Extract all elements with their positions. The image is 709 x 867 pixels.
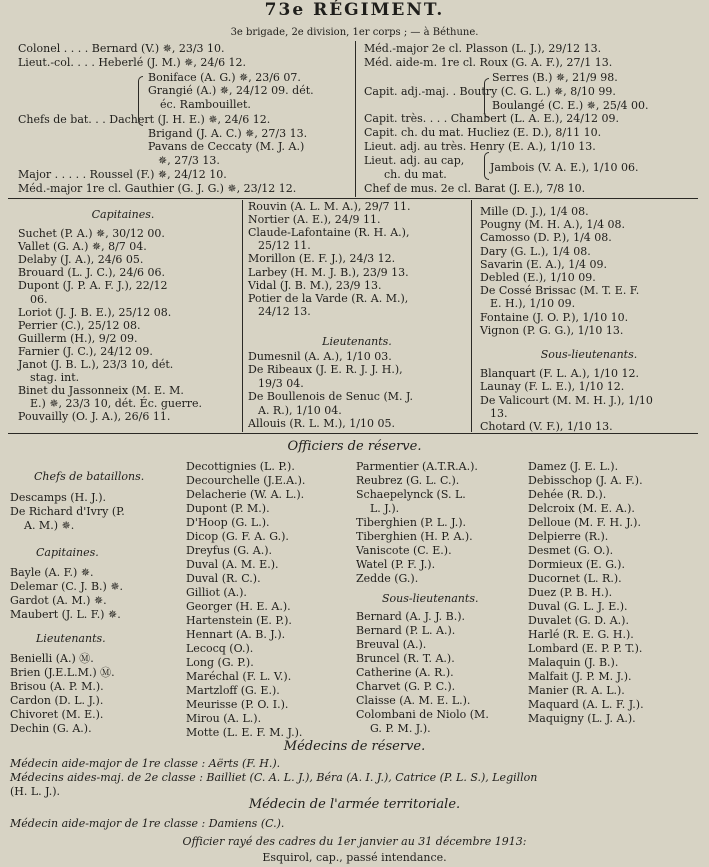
list-item: Maréchal (F. L. V.). — [186, 670, 292, 683]
list-item: Damez (J. E. L.). — [528, 460, 619, 473]
list-item: Guillerm (H.), 9/2 09. — [18, 331, 138, 345]
list-item: Delloue (M. F. H. J.). — [528, 516, 641, 529]
list-item: Duval (R. C.). — [186, 572, 261, 585]
reserve-capitaines-label: Capitaines. — [36, 546, 99, 559]
list-item: Launay (F. L. E.), 1/10 12. — [480, 380, 625, 394]
list-item: Georger (H. E. A.). — [186, 600, 291, 613]
list-item: Schaepelynck (S. L. — [356, 488, 466, 501]
list-item: Ducornet (L. R.). — [528, 572, 622, 585]
section-capitaines: Capitaines. — [91, 208, 155, 221]
list-item: Malfait (J. P. M. J.). — [528, 670, 632, 683]
list-item: Delcroix (M. E. A.). — [528, 502, 635, 515]
section-lieutenants: Lieutenants. — [322, 335, 392, 348]
list-item: G. P. M. J.). — [370, 722, 431, 735]
list-item: Mirou (A. L.). — [186, 712, 262, 725]
list-item: Serres (B.) ✵, 21/9 98. — [492, 71, 618, 84]
reserve-sous-lieutenants-label: Sous-lieutenants. — [382, 592, 479, 605]
section-medecin-territoriale: Médecin de l'armée territoriale. — [248, 797, 461, 812]
list-item: Capit. adj.-maj. . Boutry (C. G. L.) ✵, 8/10 99. — [364, 85, 616, 98]
list-item: Méd. aide-m. 1re cl. Roux (G. A. F.), 27/1 13. — [364, 56, 613, 69]
list-item: Parmentier (A.T.R.A.). — [356, 460, 478, 473]
list-item: Jambois (V. A. E.), 1/10 06. — [490, 161, 639, 174]
list-item: Dehée (R. D.). — [528, 488, 607, 501]
list-item: Chotard (V. F.), 1/10 13. — [480, 420, 613, 434]
list-item: éc. Rambouillet. — [160, 98, 251, 111]
list-item: Descamps (H. J.). — [10, 491, 107, 504]
list-item: Breuval (A.). — [356, 638, 427, 651]
list-item: Duez (P. B. H.). — [528, 586, 613, 599]
list-item: Morillon (E. F. J.), 24/3 12. — [248, 252, 396, 266]
list-item: Suchet (P. A.) ✵, 30/12 00. — [18, 227, 165, 240]
list-item: Vallet (G. A.) ✵, 8/7 04. — [18, 240, 147, 254]
list-item: Maquard (A. L. F. J.). — [528, 698, 644, 711]
list-item: Delpierre (R.). — [528, 530, 609, 543]
reserve-chefs-label: Chefs de bataillons. — [34, 470, 145, 483]
list-item: De Cossé Brissac (M. T. E. F. — [480, 284, 640, 298]
list-item: Larbey (H. M. J. B.), 23/9 13. — [248, 265, 409, 279]
list-item: Malaquin (J. B.). — [528, 656, 619, 669]
list-item: Tiberghien (H. P. A.). — [356, 530, 473, 543]
list-item: Brisou (A. P. M.). — [10, 680, 104, 693]
divider — [8, 433, 698, 434]
list-item: Delaby (J. A.), 24/6 05. — [18, 253, 144, 267]
list-item: Lombard (E. P. P. T.). — [528, 642, 643, 655]
list-item: Camosso (D. P.), 1/4 08. — [480, 231, 612, 245]
list-item: Chivoret (M. E.). — [10, 708, 104, 721]
list-item: Capit. très. . . . Chambert (L. A. E.), 24/12 09. — [364, 112, 619, 125]
list-item: Mille (D. J.), 1/4 08. — [480, 205, 589, 218]
medecins-aides-majors-2: Médecins aides-maj. de 2e classe : Bailliet (C. A. L. J.), Béra (A. I. J.), Catrice (P. L. S.), Legillon — [10, 771, 538, 784]
list-item: Savarin (E. A.), 1/4 09. — [480, 257, 607, 271]
list-item: Vignon (P. G. G.), 1/10 13. — [480, 323, 624, 337]
list-item: De Ribeaux (J. E. R. J. J. H.), — [248, 363, 403, 377]
list-item: E.) ✵, 23/3 10, dét. Éc. guerre. — [30, 397, 203, 411]
list-item: Binet du Jassonneix (M. E. M. — [18, 384, 184, 398]
list-item: Bernard (P. L. A.). — [356, 624, 456, 637]
list-item: Duval (A. M. E.). — [186, 558, 279, 571]
list-item: Méd.-major 2e cl. Plasson (L. J.), 29/12 13. — [364, 42, 602, 55]
section-officiers-reserve: Officiers de réserve. — [287, 439, 422, 454]
list-item: D'Hoop (G. L.). — [186, 516, 270, 529]
list-item: 06. — [30, 292, 48, 306]
list-item: Bernard (A. J. J. B.). — [356, 610, 465, 623]
list-item: Decottignies (L. P.). — [186, 460, 295, 473]
list-item: Brien (J.E.L.M.) Ⓜ. — [10, 666, 115, 679]
list-item: Chefs de bat. . . Dachert (J. H. E.) ✵, 24/6 12. — [18, 113, 271, 126]
list-item: E. H.), 1/10 09. — [490, 297, 576, 311]
medecins-aides-majors-2-continued: (H. L. J.). — [10, 785, 61, 798]
list-item: Fontaine (J. O. P.), 1/10 10. — [480, 310, 629, 324]
list-item: Delemar (C. J. B.) ✵. — [10, 580, 124, 593]
list-item: Colombani de Niolo (M. — [356, 708, 489, 721]
list-item: Loriot (J. J. B. E.), 25/12 08. — [18, 305, 172, 319]
list-item: Gilliot (A.). — [186, 586, 247, 599]
list-item: Duval (G. L. J. E.). — [528, 600, 628, 613]
list-item: Catherine (A. R.). — [356, 666, 454, 679]
medecin-territoriale: Médecin aide-major de 1re classe : Damiens (C.). — [10, 817, 285, 830]
list-item: Charvet (G. P. C.). — [356, 680, 456, 693]
list-item: Debled (E.), 1/10 09. — [480, 271, 596, 284]
list-item: Dreyfus (G. A.). — [186, 544, 273, 557]
list-item: Janot (J. B. L.), 23/3 10, dét. — [18, 358, 174, 371]
list-item: Pougny (M. H. A.), 1/4 08. — [480, 218, 626, 232]
list-item: Colonel . . . . Bernard (V.) ✵, 23/3 10. — [18, 42, 225, 55]
list-item: Blanquart (F. L. A.), 1/10 12. — [480, 367, 640, 380]
list-item: Martzloff (G. E.). — [186, 684, 280, 697]
list-item: Debisschop (J. A. F.). — [528, 474, 643, 487]
page-title: 73e RÉGIMENT. — [264, 0, 445, 20]
brace — [484, 78, 489, 118]
list-item: Boniface (A. G.) ✵, 23/6 07. — [148, 71, 301, 84]
brace — [138, 76, 143, 126]
list-item: Decourchelle (J.E.A.). — [186, 474, 306, 487]
list-item: Capit. ch. du mat. Hucliez (E. D.), 8/11 10. — [364, 126, 602, 139]
list-item: Bruncel (R. T. A.). — [356, 652, 455, 665]
list-item: Dicop (G. F. A. G.). — [186, 530, 289, 543]
officier-raye: Esquirol, cap., passé intendance. — [262, 851, 447, 864]
list-item: Brigand (J. A. C.) ✵, 27/3 13. — [148, 127, 308, 140]
list-item: Reubrez (G. L. C.). — [356, 474, 460, 487]
list-item: 13. — [490, 406, 508, 420]
list-item: Lecocq (O.). — [186, 642, 254, 655]
section-officier-raye: Officier rayé des cadres du 1er janvier au 31 décembre 1913: — [182, 835, 527, 848]
page-subtitle: 3e brigade, 2e division, 1er corps ; — à Béthune. — [230, 27, 479, 38]
list-item: Duvalet (G. D. A.). — [528, 614, 629, 627]
list-item: Dumesnil (A. A.), 1/10 03. — [248, 350, 392, 363]
list-item: Claisse (A. M. E. L.). — [356, 694, 471, 707]
list-item: Lieut. adj. au cap, — [364, 154, 465, 167]
list-item: De Boullenois de Senuc (M. J. — [248, 390, 414, 404]
column-rule — [242, 200, 243, 432]
list-item: Pouvailly (O. J. A.), 26/6 11. — [18, 410, 171, 424]
list-item: Hartenstein (E. P.). — [186, 614, 292, 627]
medecin-aide-major-1: Médecin aide-major de 1re classe : Aërts (F. H.). — [10, 757, 281, 770]
list-item: Harlé (R. E. G. H.). — [528, 628, 634, 641]
section-medecins-reserve: Médecins de réserve. — [283, 739, 426, 754]
list-item: Rouvin (A. L. M. A.), 29/7 11. — [248, 200, 411, 213]
list-item: Méd.-major 1re cl. Gauthier (G. J. G.) ✵, 23/12 12. — [18, 182, 297, 195]
list-item: Tiberghien (P. L. J.). — [356, 516, 466, 529]
column-rule — [471, 200, 472, 432]
list-item: 19/3 04. — [258, 376, 304, 390]
list-item: Meurisse (P. O. I.). — [186, 698, 289, 711]
list-item: Chef de mus. 2e cl. Barat (J. E.), 7/8 10. — [364, 182, 586, 195]
list-item: A. R.), 1/10 04. — [258, 403, 342, 417]
list-item: Major . . . . . Roussel (F.) ✵, 24/12 10. — [18, 168, 227, 181]
list-item: Maquigny (L. J. A.). — [528, 712, 636, 725]
list-item: Nortier (A. E.), 24/9 11. — [248, 213, 381, 227]
list-item: Lieut. adj. au très. Henry (E. A.), 1/10 13. — [364, 140, 596, 153]
list-item: Farnier (J. C.), 24/12 09. — [18, 344, 153, 358]
list-item: Perrier (C.), 25/12 08. — [18, 318, 141, 332]
list-item: Zedde (G.). — [356, 572, 419, 585]
list-item: 24/12 13. — [258, 304, 311, 318]
list-item: Gardot (A. M.) ✵. — [10, 594, 107, 607]
list-item: Claude-Lafontaine (R. H. A.), — [248, 226, 410, 240]
list-item: Benielli (A.) Ⓜ. — [10, 652, 94, 665]
reserve-lieutenants-label: Lieutenants. — [36, 632, 106, 645]
list-item: Maubert (J. L. F.) ✵. — [10, 608, 121, 621]
section-sous-lieutenants: Sous-lieutenants. — [540, 348, 638, 361]
list-item: De Richard d'Ivry (P. — [10, 505, 125, 518]
list-item: ✵, 27/3 13. — [158, 154, 220, 167]
list-item: Grangié (A.) ✵, 24/12 09. dét. — [148, 84, 314, 97]
list-item: Watel (P. F. J.). — [356, 558, 436, 571]
list-item: Desmet (G. O.). — [528, 544, 614, 557]
list-item: Brouard (L. J. C.), 24/6 06. — [18, 266, 166, 280]
brace — [484, 152, 489, 180]
list-item: Hennart (A. B. J.). — [186, 628, 286, 641]
divider — [8, 198, 698, 199]
list-item: stag. int. — [30, 371, 80, 385]
list-item: Potier de la Varde (R. A. M.), — [248, 291, 409, 305]
list-item: Lieut.-col. . . . Heberlé (J. M.) ✵, 24/6 12. — [18, 56, 247, 69]
list-item: Vidal (J. B. M.), 23/9 13. — [248, 278, 382, 292]
list-item: Dary (G. L.), 1/4 08. — [480, 244, 591, 258]
list-item: Manier (R. A. L.). — [528, 684, 625, 697]
list-item: Cardon (D. L. J.). — [10, 694, 104, 707]
list-item: L. J.). — [370, 502, 400, 515]
list-item: Bayle (A. F.) ✵. — [10, 566, 94, 579]
list-item: ch. du mat. — [384, 168, 447, 181]
list-item: Dupont (P. M.). — [186, 502, 270, 515]
list-item: A. M.) ✵. — [24, 519, 75, 532]
list-item: Allouis (R. L. M.), 1/10 05. — [248, 417, 395, 430]
list-item: Long (G. P.). — [186, 656, 254, 669]
list-item: Dormieux (E. G.). — [528, 558, 625, 571]
list-item: Vaniscote (C. E.). — [356, 544, 452, 557]
list-item: 25/12 11. — [258, 239, 311, 253]
list-item: Delacherie (W. A. L.). — [186, 488, 305, 501]
list-item: Motte (L. E. F. M. J.). — [186, 726, 303, 739]
list-item: De Valicourt (M. M. H. J.), 1/10 — [480, 393, 653, 407]
list-item: Dupont (J. P. A. F. J.), 22/12 — [18, 279, 168, 293]
list-item: Pavans de Ceccaty (M. J. A.) — [148, 140, 305, 153]
list-item: Dechin (G. A.). — [10, 722, 92, 735]
list-item: Boulangé (C. E.) ✵, 25/4 00. — [492, 99, 649, 112]
column-rule — [355, 41, 356, 197]
